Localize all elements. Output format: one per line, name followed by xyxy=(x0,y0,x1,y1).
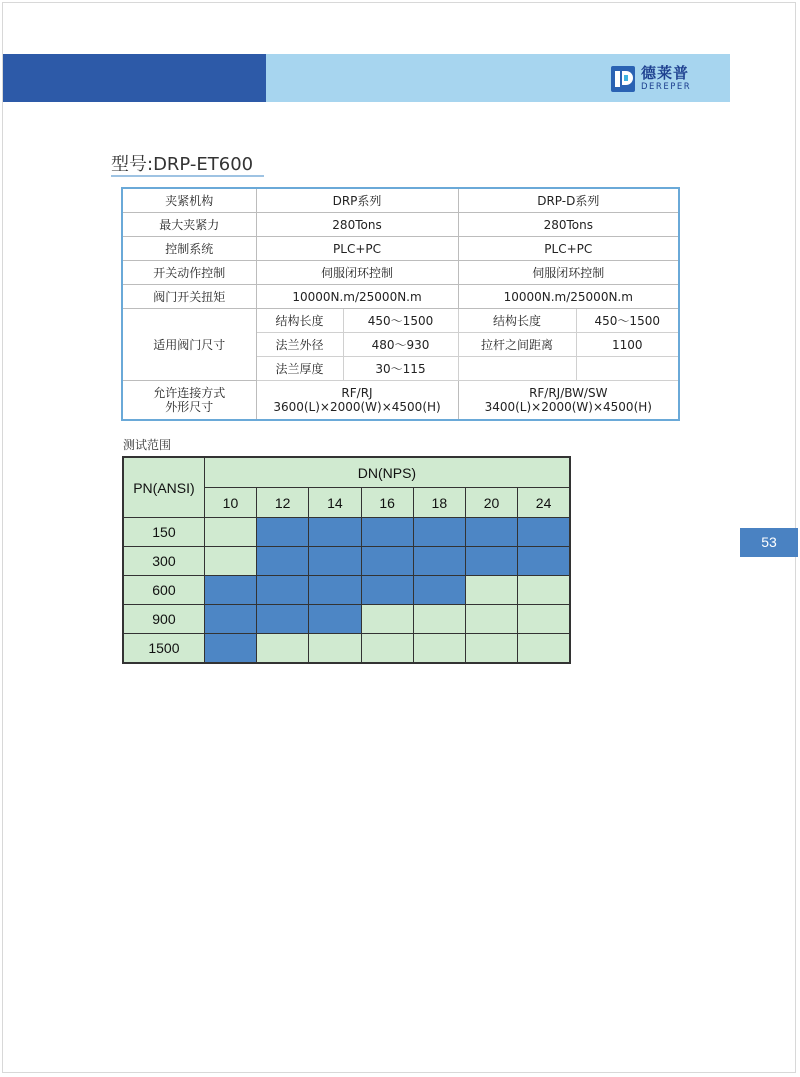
brand-logo xyxy=(611,64,691,94)
valve-value: 450～1500 xyxy=(576,309,679,333)
dn-value: 16 xyxy=(361,488,413,518)
spec-label: 最大夹紧力 xyxy=(122,213,256,237)
spec-row-valve-1 xyxy=(122,309,679,333)
spec-label: 阀门开关扭矩 xyxy=(122,285,256,309)
range-cell-uncovered xyxy=(361,634,413,664)
valve-value: 450～1500 xyxy=(343,309,458,333)
range-cell-covered xyxy=(518,518,570,547)
range-cell-covered xyxy=(361,547,413,576)
spec-row-connection xyxy=(122,381,679,421)
valve-empty-cell xyxy=(458,357,576,381)
range-cell-covered xyxy=(413,518,465,547)
spec-label: 夹紧机构 xyxy=(122,188,256,213)
spec-row-clamp xyxy=(122,188,679,213)
range-cell-uncovered xyxy=(257,634,309,664)
dn-value: 10 xyxy=(204,488,256,518)
range-row xyxy=(123,605,570,634)
connection-label-line2: 外形尺寸 xyxy=(165,400,214,414)
valve-key: 拉杆之间距离 xyxy=(458,333,576,357)
valve-key: 结构长度 xyxy=(256,309,343,333)
pn-value: 1500 xyxy=(123,634,204,664)
spec-table xyxy=(121,187,680,421)
range-cell-covered xyxy=(204,605,256,634)
spec-value-drp: 伺服闭环控制 xyxy=(256,261,458,285)
dn-value: 20 xyxy=(465,488,517,518)
spec-value-drp-d: 280Tons xyxy=(458,213,679,237)
dimensions: 3600(L)×2000(W)×4500(H) xyxy=(273,400,441,414)
spec-value-drp-d: PLC+PC xyxy=(458,237,679,261)
spec-row-force xyxy=(122,213,679,237)
range-cell-covered xyxy=(309,605,361,634)
spec-label-connection xyxy=(122,381,256,421)
test-range-table xyxy=(122,456,571,664)
dereper-logo-icon xyxy=(611,66,635,92)
range-cell-covered xyxy=(465,547,517,576)
range-cell-covered xyxy=(361,576,413,605)
range-cell-covered xyxy=(413,547,465,576)
range-row xyxy=(123,576,570,605)
dn-value: 12 xyxy=(257,488,309,518)
range-cell-uncovered xyxy=(309,634,361,664)
range-cell-covered xyxy=(413,576,465,605)
pn-header: PN(ANSI) xyxy=(123,457,204,518)
range-cell-uncovered xyxy=(204,518,256,547)
connection-type: RF/RJ xyxy=(341,386,373,400)
range-cell-uncovered xyxy=(465,634,517,664)
range-cell-covered xyxy=(518,547,570,576)
range-cell-covered xyxy=(257,605,309,634)
dn-value: 18 xyxy=(413,488,465,518)
valve-value: 480～930 xyxy=(343,333,458,357)
valve-key: 法兰外径 xyxy=(256,333,343,357)
dn-value: 14 xyxy=(309,488,361,518)
valve-value: 30～115 xyxy=(343,357,458,381)
spec-value-drp-d: DRP-D系列 xyxy=(458,188,679,213)
range-cell-covered xyxy=(309,576,361,605)
header-band-dark xyxy=(3,54,266,102)
spec-value-drp-d: 伺服闭环控制 xyxy=(458,261,679,285)
spec-value-drp: DRP系列 xyxy=(256,188,458,213)
range-cell-covered xyxy=(204,634,256,664)
spec-value-drp: 280Tons xyxy=(256,213,458,237)
dimensions: 3400(L)×2000(W)×4500(H) xyxy=(484,400,652,414)
range-cell-covered xyxy=(361,518,413,547)
range-cell-covered xyxy=(309,547,361,576)
range-row xyxy=(123,634,570,664)
pn-value: 900 xyxy=(123,605,204,634)
range-cell-uncovered xyxy=(361,605,413,634)
pn-value: 150 xyxy=(123,518,204,547)
brand-name-cn: 德莱普 xyxy=(641,64,690,83)
page-number: 53 xyxy=(740,528,798,557)
connection-label-line1: 允许连接方式 xyxy=(153,386,226,400)
range-cell-covered xyxy=(309,518,361,547)
valve-key: 法兰厚度 xyxy=(256,357,343,381)
spec-label: 开关动作控制 xyxy=(122,261,256,285)
spec-value-drp-d: 10000N.m/25000N.m xyxy=(458,285,679,309)
connection-value-drp xyxy=(256,381,458,421)
range-row xyxy=(123,547,570,576)
spec-label-valve-size: 适用阀门尺寸 xyxy=(122,309,256,381)
valve-key: 结构长度 xyxy=(458,309,576,333)
range-cell-uncovered xyxy=(518,634,570,664)
dn-value: 24 xyxy=(518,488,570,518)
range-cell-uncovered xyxy=(204,547,256,576)
range-cell-covered xyxy=(257,518,309,547)
range-cell-uncovered xyxy=(465,576,517,605)
spec-row-torque xyxy=(122,285,679,309)
range-cell-covered xyxy=(465,518,517,547)
range-cell-uncovered xyxy=(413,605,465,634)
range-cell-uncovered xyxy=(413,634,465,664)
spec-value-drp: PLC+PC xyxy=(256,237,458,261)
range-row xyxy=(123,518,570,547)
model-title: 型号:DRP-ET600 xyxy=(111,154,254,175)
pn-value: 300 xyxy=(123,547,204,576)
brand-name-en: DEREPER xyxy=(641,82,692,93)
spec-label: 控制系统 xyxy=(122,237,256,261)
title-underline xyxy=(111,175,264,177)
valve-empty-cell xyxy=(576,357,679,381)
pn-value: 600 xyxy=(123,576,204,605)
range-cell-covered xyxy=(204,576,256,605)
range-header-row xyxy=(123,457,570,488)
spec-row-control xyxy=(122,237,679,261)
spec-row-switch xyxy=(122,261,679,285)
spec-value-drp: 10000N.m/25000N.m xyxy=(256,285,458,309)
valve-value: 1100 xyxy=(576,333,679,357)
range-cell-covered xyxy=(257,576,309,605)
range-cell-covered xyxy=(257,547,309,576)
connection-type: RF/RJ/BW/SW xyxy=(529,386,608,400)
range-cell-uncovered xyxy=(518,605,570,634)
range-cell-uncovered xyxy=(518,576,570,605)
connection-value-drp-d xyxy=(458,381,679,421)
dn-header: DN(NPS) xyxy=(204,457,570,488)
test-range-label: 测试范围 xyxy=(123,438,172,452)
range-cell-uncovered xyxy=(465,605,517,634)
